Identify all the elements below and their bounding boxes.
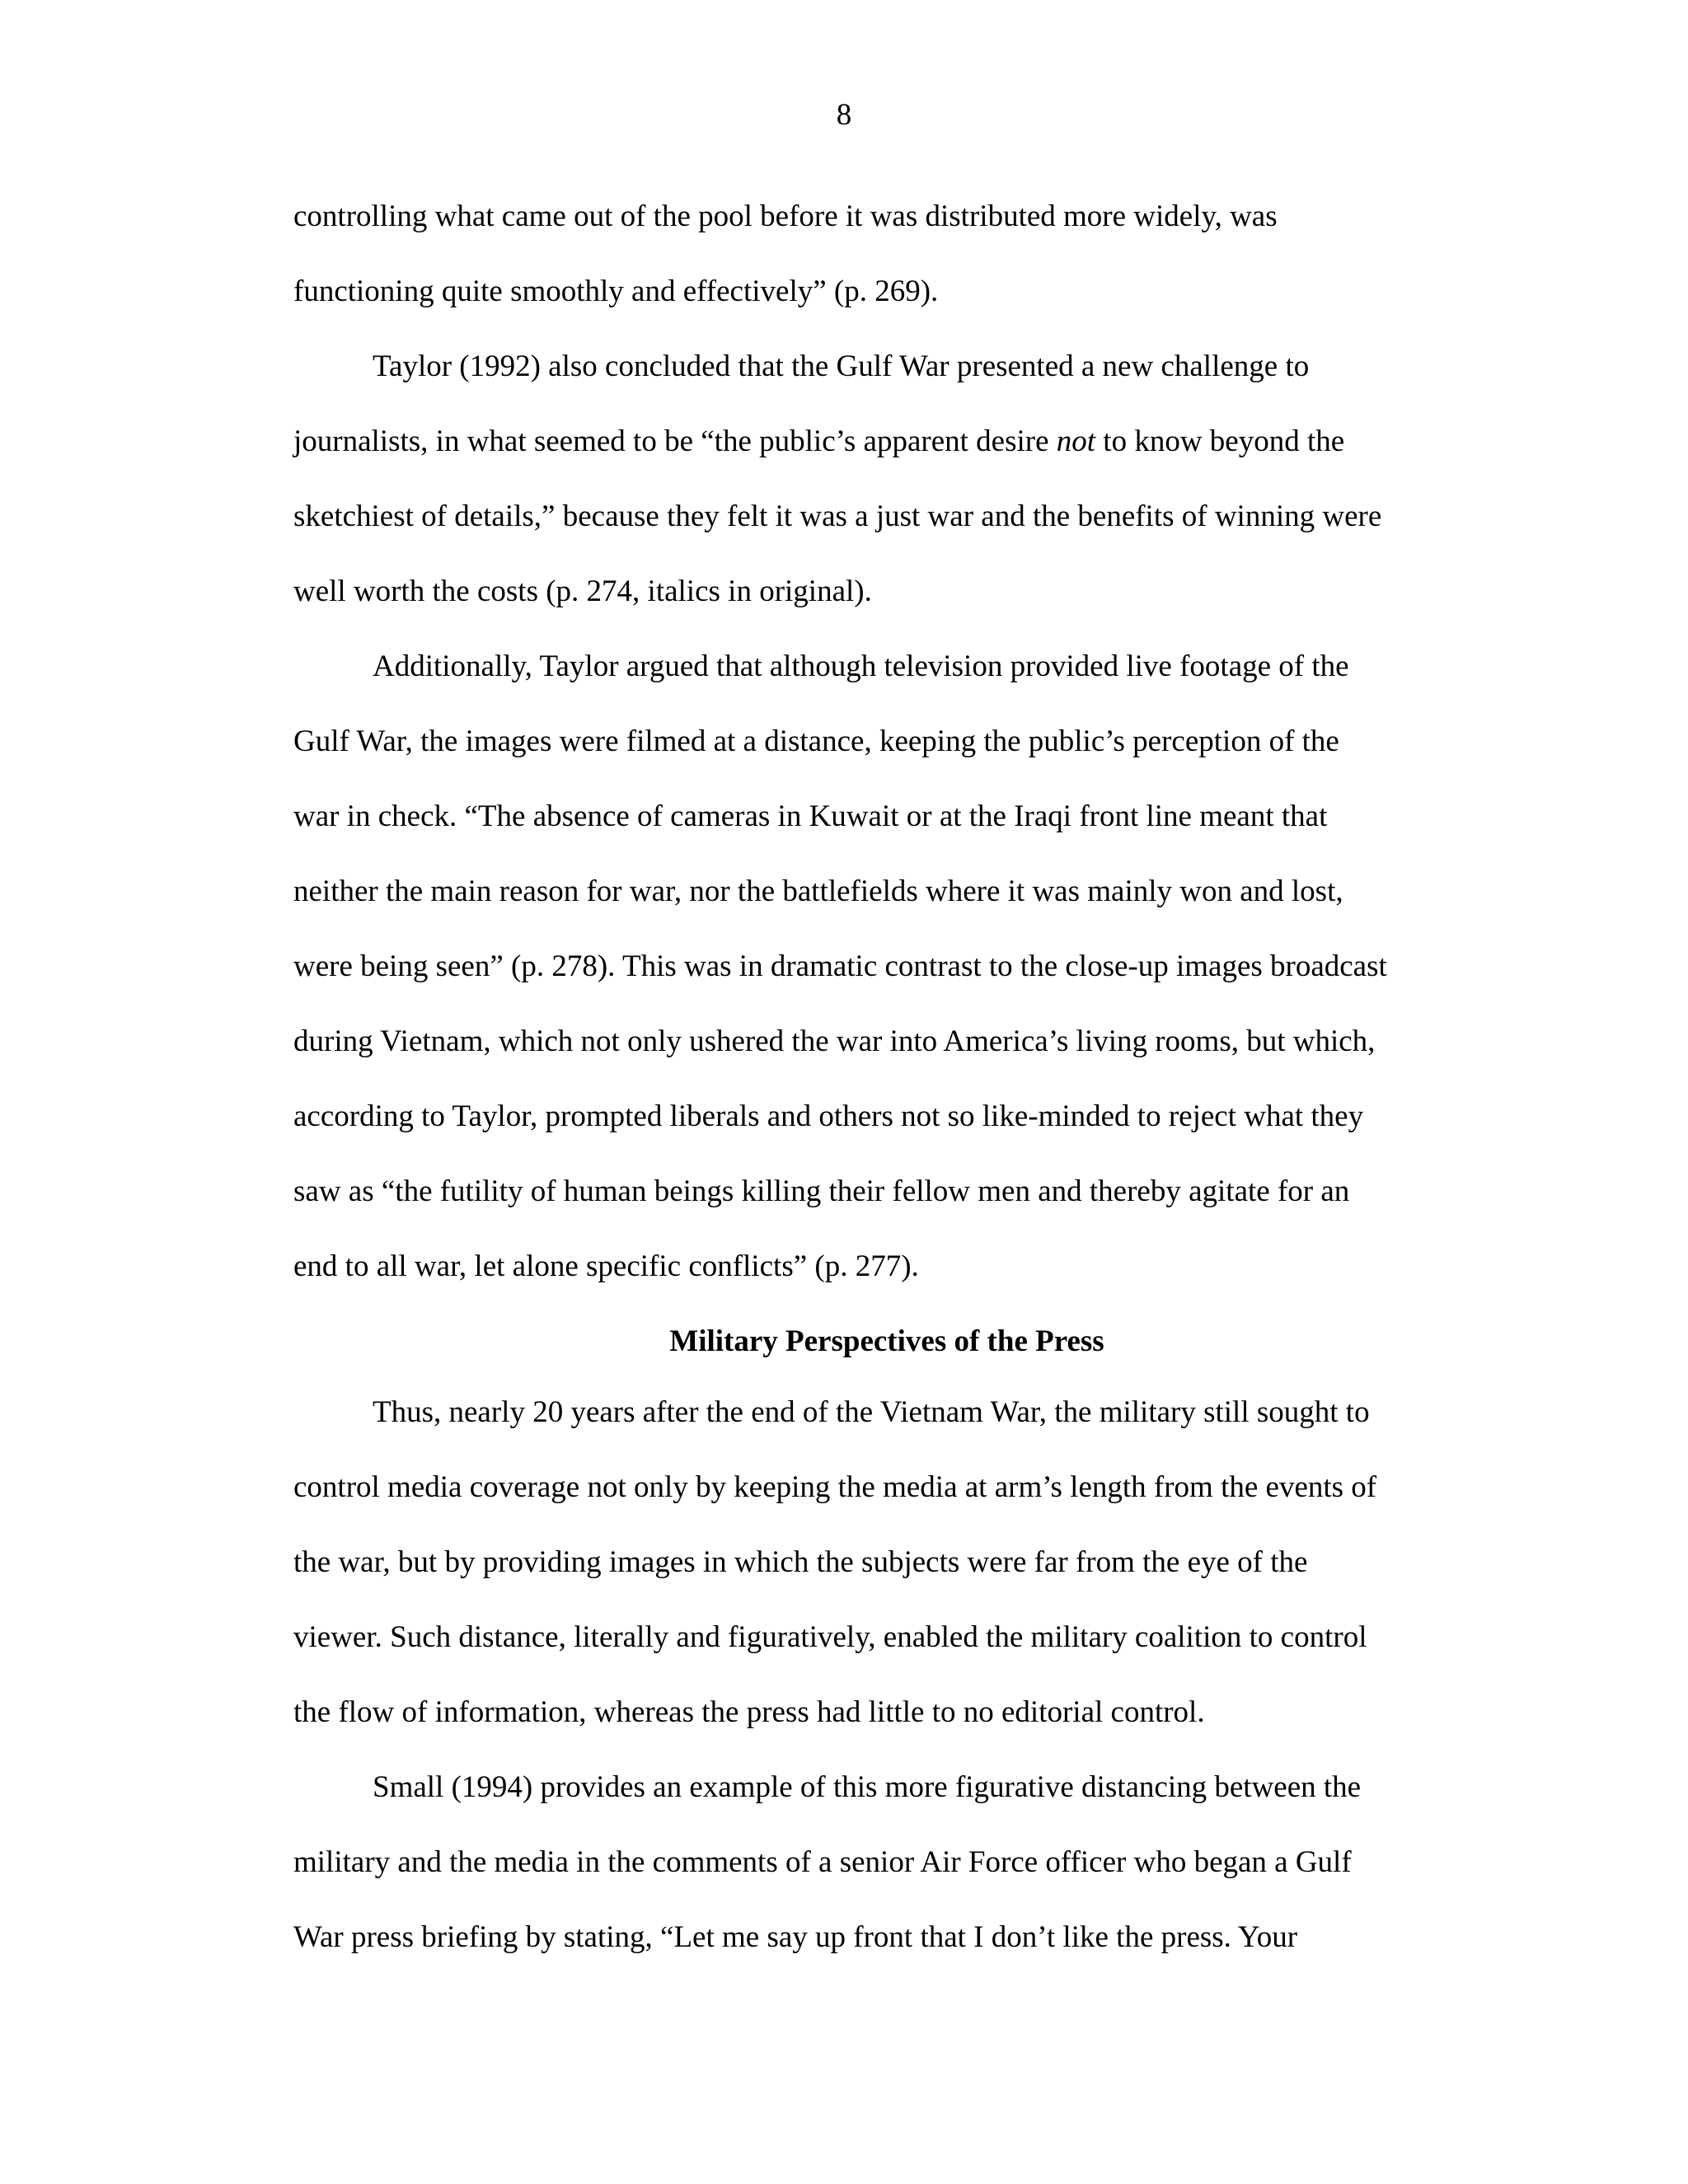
text-line: end to all war, let alone specific conflicts” (p. 277).: [293, 1249, 919, 1283]
text-segment: journalists, in what seemed to be “the public’s apparent desire: [293, 424, 1057, 458]
document-body: [293, 193, 1480, 1989]
italic-emphasis: not: [1056, 424, 1096, 458]
text-line: the war, but by providing images in which the subjects were far from the eye of the: [293, 1545, 1308, 1579]
text-line: were being seen” (p. 278). This was in dramatic contrast to the close-up images broadcast: [293, 949, 1387, 983]
text-line: control media coverage not only by keeping the media at arm’s length from the events of: [293, 1470, 1377, 1504]
text-line: [293, 418, 1480, 493]
text-line: according to Taylor, prompted liberals and others not so like-minded to reject what they: [293, 1099, 1364, 1133]
section-heading: Military Perspectives of the Press: [669, 1324, 1104, 1358]
text-line: neither the main reason for war, nor the battlefields where it was mainly won and lost,: [293, 874, 1343, 908]
text-line: War press briefing by stating, “Let me say up front that I don’t like the press. Your: [293, 1920, 1298, 1954]
page-number: 8: [836, 98, 852, 132]
text-line: war in check. “The absence of cameras in Kuwait or at the Iraqi front line meant that: [293, 799, 1328, 833]
text-line: well worth the costs (p. 274, italics in original).: [293, 574, 872, 608]
paragraph-start: Additionally, Taylor argued that although television provided live footage of the: [373, 649, 1349, 683]
paragraph-start: Thus, nearly 20 years after the end of the Vietnam War, the military still sought to: [373, 1395, 1370, 1429]
text-line: viewer. Such distance, literally and figuratively, enabled the military coalition to control: [293, 1620, 1367, 1654]
paragraph-start: Taylor (1992) also concluded that the Gulf War presented a new challenge to: [373, 349, 1310, 383]
text-line: during Vietnam, which not only ushered the war into America’s living rooms, but which,: [293, 1024, 1376, 1058]
text-segment: to know beyond the: [1095, 424, 1345, 458]
text-line: controlling what came out of the pool before it was distributed more widely, was: [293, 199, 1278, 233]
paragraph-start: Small (1994) provides an example of this more figurative distancing between the: [373, 1770, 1362, 1804]
text-line: military and the media in the comments of a senior Air Force officer who began a Gulf: [293, 1845, 1352, 1879]
text-line: Gulf War, the images were filmed at a distance, keeping the public’s perception of the: [293, 724, 1339, 758]
text-line: functioning quite smoothly and effectively” (p. 269).: [293, 274, 939, 308]
text-line: the flow of information, whereas the press had little to no editorial control.: [293, 1695, 1205, 1729]
text-line: sketchiest of details,” because they felt it was a just war and the benefits of winning were: [293, 499, 1382, 533]
text-line: saw as “the futility of human beings killing their fellow men and thereby agitate for an: [293, 1174, 1350, 1208]
